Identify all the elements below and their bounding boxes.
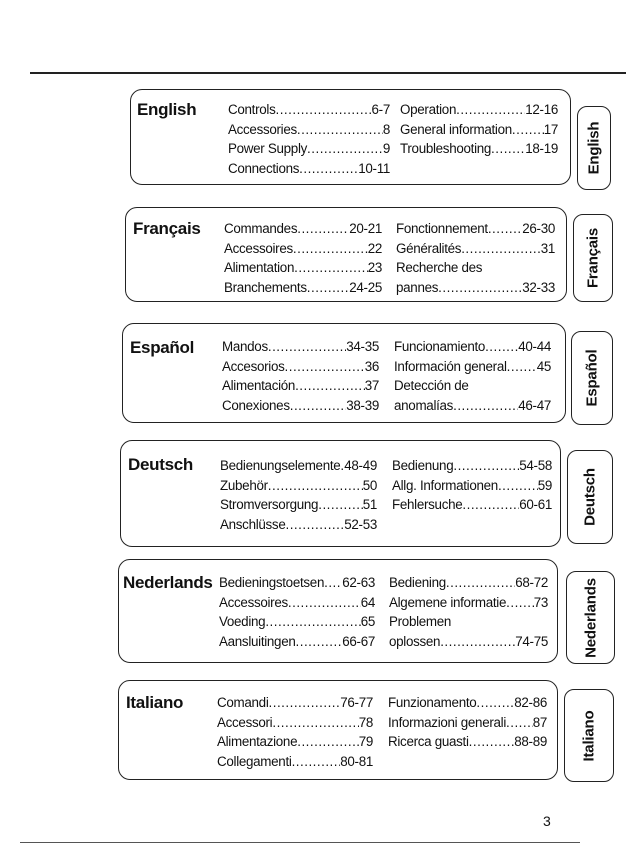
dot-leader bbox=[296, 632, 343, 652]
toc-entry-label: Información general bbox=[394, 358, 507, 374]
toc-entry-page: 68-72 bbox=[515, 575, 548, 590]
toc-entry-page: 88-89 bbox=[514, 734, 547, 750]
toc-entry-page: 37 bbox=[364, 378, 379, 394]
toc-entry[interactable] bbox=[392, 495, 552, 515]
toc-entry-page: 73 bbox=[533, 594, 548, 610]
dot-leader bbox=[488, 219, 522, 239]
toc-column-left bbox=[220, 456, 377, 534]
toc-entry-label: Bedienung bbox=[392, 458, 454, 473]
toc-entry[interactable] bbox=[224, 219, 382, 239]
toc-entry-label: Controls bbox=[228, 102, 276, 117]
toc-entry-label: Power Supply bbox=[228, 141, 308, 157]
toc-entry-label: Ricerca guasti bbox=[388, 734, 469, 750]
toc-entry[interactable] bbox=[388, 693, 547, 713]
toc-entry-page: 80-81 bbox=[340, 753, 373, 769]
toc-entry-page: 87 bbox=[532, 714, 547, 730]
toc-entry-page: 50 bbox=[362, 477, 377, 493]
toc-entry-page: 46-47 bbox=[518, 397, 551, 413]
toc-entry[interactable] bbox=[224, 258, 382, 278]
toc-entry[interactable] bbox=[396, 239, 555, 259]
toc-entry[interactable] bbox=[228, 120, 390, 140]
toc-entry-label: Allg. Informationen bbox=[392, 477, 498, 493]
toc-entry-label: General information bbox=[400, 121, 512, 137]
toc-entry-label: Accesorios bbox=[222, 358, 285, 374]
section-language-heading: English bbox=[137, 100, 197, 119]
dot-leader bbox=[476, 693, 514, 713]
dot-leader bbox=[290, 396, 347, 416]
toc-entry-label: Connections bbox=[228, 160, 300, 176]
dot-leader bbox=[506, 713, 533, 733]
dot-leader bbox=[462, 495, 519, 515]
toc-entry-label: Stromversorgung bbox=[220, 497, 319, 513]
toc-entry-label: pannes bbox=[396, 279, 439, 295]
toc-entry[interactable] bbox=[228, 139, 390, 159]
dot-leader bbox=[453, 396, 518, 416]
dot-leader bbox=[318, 495, 362, 515]
toc-entry-label: Conexiones bbox=[222, 397, 290, 413]
toc-entry[interactable] bbox=[222, 396, 379, 416]
toc-entry-page: 45 bbox=[536, 358, 551, 374]
toc-entry-label: Fonctionnement bbox=[396, 221, 488, 236]
toc-entry-label: Alimentazione bbox=[217, 734, 298, 750]
language-tab[interactable] bbox=[566, 571, 615, 664]
toc-entry[interactable] bbox=[222, 357, 379, 377]
toc-column-right bbox=[389, 573, 548, 651]
toc-entry[interactable] bbox=[217, 713, 373, 733]
toc-entry-page: 48-49 bbox=[344, 458, 377, 473]
toc-entry[interactable] bbox=[217, 693, 373, 713]
toc-entry-page: 52-53 bbox=[344, 516, 377, 532]
toc-entry-label: Anschlüsse bbox=[220, 516, 286, 532]
toc-column-right bbox=[392, 456, 552, 515]
dot-leader bbox=[265, 612, 360, 632]
toc-entry-label: oplossen bbox=[389, 633, 441, 649]
dot-leader bbox=[269, 693, 341, 713]
toc-entry[interactable] bbox=[224, 278, 382, 298]
toc-entry-page: 38-39 bbox=[346, 397, 379, 413]
toc-column-right bbox=[388, 693, 547, 752]
toc-entry-label: Alimentación bbox=[222, 378, 296, 394]
dot-leader bbox=[512, 120, 544, 140]
toc-entry-label: Alimentation bbox=[224, 260, 295, 276]
toc-entry-label: Troubleshooting bbox=[400, 141, 492, 157]
dot-leader bbox=[268, 476, 363, 496]
toc-entry-page: 34-35 bbox=[346, 339, 379, 354]
toc-entry-page: 60-61 bbox=[519, 497, 552, 513]
toc-entry-page: 51 bbox=[362, 497, 377, 513]
toc-entry-page: 64 bbox=[360, 594, 375, 610]
dot-leader bbox=[506, 593, 534, 613]
toc-entry-page: 31 bbox=[540, 240, 555, 256]
toc-column-right bbox=[396, 219, 555, 297]
toc-entry[interactable] bbox=[228, 159, 390, 179]
toc-entry[interactable] bbox=[220, 495, 377, 515]
toc-entry[interactable] bbox=[220, 456, 377, 476]
dot-leader bbox=[324, 573, 342, 593]
toc-entry-label: Operation bbox=[400, 102, 457, 117]
toc-entry[interactable] bbox=[389, 573, 548, 593]
toc-entry[interactable] bbox=[228, 100, 390, 120]
toc-entry[interactable] bbox=[394, 396, 551, 416]
toc-entry[interactable] bbox=[394, 357, 551, 377]
toc-entry[interactable] bbox=[219, 593, 375, 613]
toc-entry[interactable] bbox=[392, 456, 552, 476]
section-language-heading: Deutsch bbox=[128, 455, 193, 474]
toc-entry-page: 18-19 bbox=[525, 141, 558, 157]
toc-entry-label: anomalías bbox=[394, 397, 454, 413]
toc-entry-label: Aansluitingen bbox=[219, 633, 296, 649]
toc-entry-label: Zubehör bbox=[220, 477, 268, 493]
section-language-heading: Nederlands bbox=[123, 573, 213, 592]
toc-entry-page: 82-86 bbox=[514, 695, 547, 710]
toc-column-left bbox=[222, 337, 379, 415]
toc-entry-label: Problemen bbox=[389, 614, 452, 630]
dot-leader bbox=[461, 239, 541, 259]
language-tab-label: English bbox=[585, 121, 603, 175]
dot-leader bbox=[485, 337, 518, 357]
toc-entry[interactable] bbox=[394, 337, 551, 357]
language-tab-label: Nederlands bbox=[582, 577, 599, 658]
dot-leader bbox=[268, 337, 346, 357]
language-tab-label: Español bbox=[583, 349, 601, 407]
toc-entry-label: Comandi bbox=[217, 695, 269, 710]
page-number: 3 bbox=[543, 813, 551, 829]
toc-entry-page: 23 bbox=[367, 260, 382, 276]
language-tab-label: Italiano bbox=[580, 710, 598, 761]
toc-entry[interactable] bbox=[389, 593, 548, 613]
toc-entry-page: 17 bbox=[543, 121, 558, 137]
toc-entry[interactable] bbox=[224, 239, 382, 259]
dot-leader bbox=[446, 573, 515, 593]
toc-entry-page: 20-21 bbox=[349, 221, 382, 236]
toc-entry-label: Detección de bbox=[394, 378, 469, 394]
toc-entry[interactable] bbox=[222, 337, 379, 357]
top-rule bbox=[30, 72, 626, 74]
toc-column-left bbox=[219, 573, 375, 651]
section-language-heading: Italiano bbox=[126, 693, 184, 712]
dot-leader bbox=[491, 139, 525, 159]
language-tab-label: Deutsch bbox=[581, 468, 599, 526]
toc-entry[interactable] bbox=[388, 713, 547, 733]
toc-entry[interactable] bbox=[396, 258, 555, 278]
toc-entry[interactable] bbox=[392, 476, 552, 496]
dot-leader bbox=[498, 476, 538, 496]
dot-leader bbox=[507, 357, 537, 377]
language-tab-label: Français bbox=[584, 227, 602, 289]
toc-column-right bbox=[394, 337, 551, 415]
toc-entry-label: Bedieningstoetsen bbox=[219, 575, 325, 590]
toc-entry-page: 66-67 bbox=[342, 633, 375, 649]
toc-entry-page: 78 bbox=[358, 714, 373, 730]
toc-entry-label: Commandes bbox=[224, 221, 298, 236]
toc-column-right bbox=[400, 100, 558, 159]
toc-entry-page: 26-30 bbox=[522, 221, 555, 236]
toc-entry-page: 10-11 bbox=[358, 160, 390, 176]
dot-leader bbox=[285, 357, 365, 377]
toc-column-left bbox=[224, 219, 382, 297]
toc-entry[interactable] bbox=[400, 100, 558, 120]
dot-leader bbox=[292, 752, 341, 772]
toc-column-left bbox=[228, 100, 390, 178]
toc-entry-label: Bediening bbox=[389, 575, 446, 590]
dot-leader bbox=[307, 278, 350, 298]
toc-entry-page: 65 bbox=[360, 614, 375, 630]
toc-entry-label: Collegamenti bbox=[217, 753, 292, 769]
toc-entry-label: Informazioni generali bbox=[388, 714, 507, 730]
toc-entry-label: Branchements bbox=[224, 279, 307, 295]
dot-leader bbox=[469, 732, 515, 752]
dot-leader bbox=[299, 159, 358, 179]
dot-leader bbox=[272, 713, 358, 733]
toc-entry[interactable] bbox=[217, 732, 373, 752]
bottom-rule bbox=[20, 842, 580, 843]
dot-leader bbox=[440, 632, 515, 652]
toc-entry[interactable] bbox=[389, 612, 548, 632]
toc-entry-page: 24-25 bbox=[349, 279, 382, 295]
dot-leader bbox=[295, 376, 365, 396]
dot-leader bbox=[288, 593, 361, 613]
toc-entry-page: 76-77 bbox=[340, 695, 373, 710]
toc-entry[interactable] bbox=[396, 219, 555, 239]
dot-leader bbox=[294, 258, 368, 278]
toc-entry-label: Funcionamiento bbox=[394, 339, 486, 354]
toc-entry[interactable] bbox=[220, 515, 377, 535]
toc-entry-label: Accessori bbox=[217, 714, 273, 730]
toc-entry-label: Funzionamento bbox=[388, 695, 477, 710]
language-tab[interactable] bbox=[564, 689, 614, 782]
toc-entry-page: 74-75 bbox=[515, 633, 548, 649]
toc-entry-label: Bedienungselemente bbox=[220, 458, 341, 473]
toc-entry-page: 22 bbox=[367, 240, 382, 256]
dot-leader bbox=[307, 139, 383, 159]
toc-entry-label: Accessories bbox=[228, 121, 297, 137]
toc-entry-page: 79 bbox=[358, 734, 373, 750]
toc-entry[interactable] bbox=[400, 139, 558, 159]
toc-entry-page: 54-58 bbox=[519, 458, 552, 473]
dot-leader bbox=[453, 456, 519, 476]
toc-entry-label: Mandos bbox=[222, 339, 268, 354]
toc-entry-label: Accessoires bbox=[219, 594, 288, 610]
toc-entry[interactable] bbox=[219, 612, 375, 632]
dot-leader bbox=[275, 100, 371, 120]
toc-entry-page: 62-63 bbox=[342, 575, 375, 590]
toc-entry-label: Accessoires bbox=[224, 240, 293, 256]
toc-entry-label: Recherche des bbox=[396, 260, 483, 276]
language-tab[interactable] bbox=[577, 106, 611, 190]
toc-entry-page: 40-44 bbox=[518, 339, 551, 354]
dot-leader bbox=[297, 120, 383, 140]
toc-entry[interactable] bbox=[219, 632, 375, 652]
toc-entry[interactable] bbox=[222, 376, 379, 396]
toc-entry-page: 36 bbox=[364, 358, 379, 374]
toc-entry[interactable] bbox=[217, 752, 373, 772]
dot-leader bbox=[438, 278, 522, 298]
toc-entry[interactable] bbox=[389, 632, 548, 652]
language-tab[interactable] bbox=[567, 450, 613, 544]
toc-entry-label: Algemene informatie bbox=[389, 594, 507, 610]
dot-leader bbox=[297, 219, 349, 239]
language-tab[interactable] bbox=[573, 214, 613, 302]
toc-entry-page: 9 bbox=[382, 141, 390, 157]
toc-entry[interactable] bbox=[394, 376, 551, 396]
dot-leader bbox=[456, 100, 525, 120]
dot-leader bbox=[293, 239, 368, 259]
toc-entry-page: 8 bbox=[382, 121, 390, 137]
toc-entry-page: 32-33 bbox=[522, 279, 555, 295]
toc-entry[interactable] bbox=[396, 278, 555, 298]
dot-leader bbox=[285, 515, 344, 535]
toc-entry[interactable] bbox=[388, 732, 547, 752]
toc-entry[interactable] bbox=[400, 120, 558, 140]
toc-column-left bbox=[217, 693, 373, 771]
section-language-heading: Español bbox=[130, 338, 195, 357]
toc-entry-page: 12-16 bbox=[525, 102, 558, 117]
language-tab[interactable] bbox=[571, 331, 613, 425]
section-language-heading: Français bbox=[133, 219, 201, 238]
dot-leader bbox=[297, 732, 358, 752]
toc-entry-page: 6-7 bbox=[371, 102, 390, 117]
toc-entry-label: Fehlersuche bbox=[392, 497, 463, 513]
toc-entry-label: Généralités bbox=[396, 240, 462, 256]
toc-entry-label: Voeding bbox=[219, 614, 266, 630]
toc-entry[interactable] bbox=[219, 573, 375, 593]
toc-entry-page: 59 bbox=[537, 477, 552, 493]
toc-entry[interactable] bbox=[220, 476, 377, 496]
